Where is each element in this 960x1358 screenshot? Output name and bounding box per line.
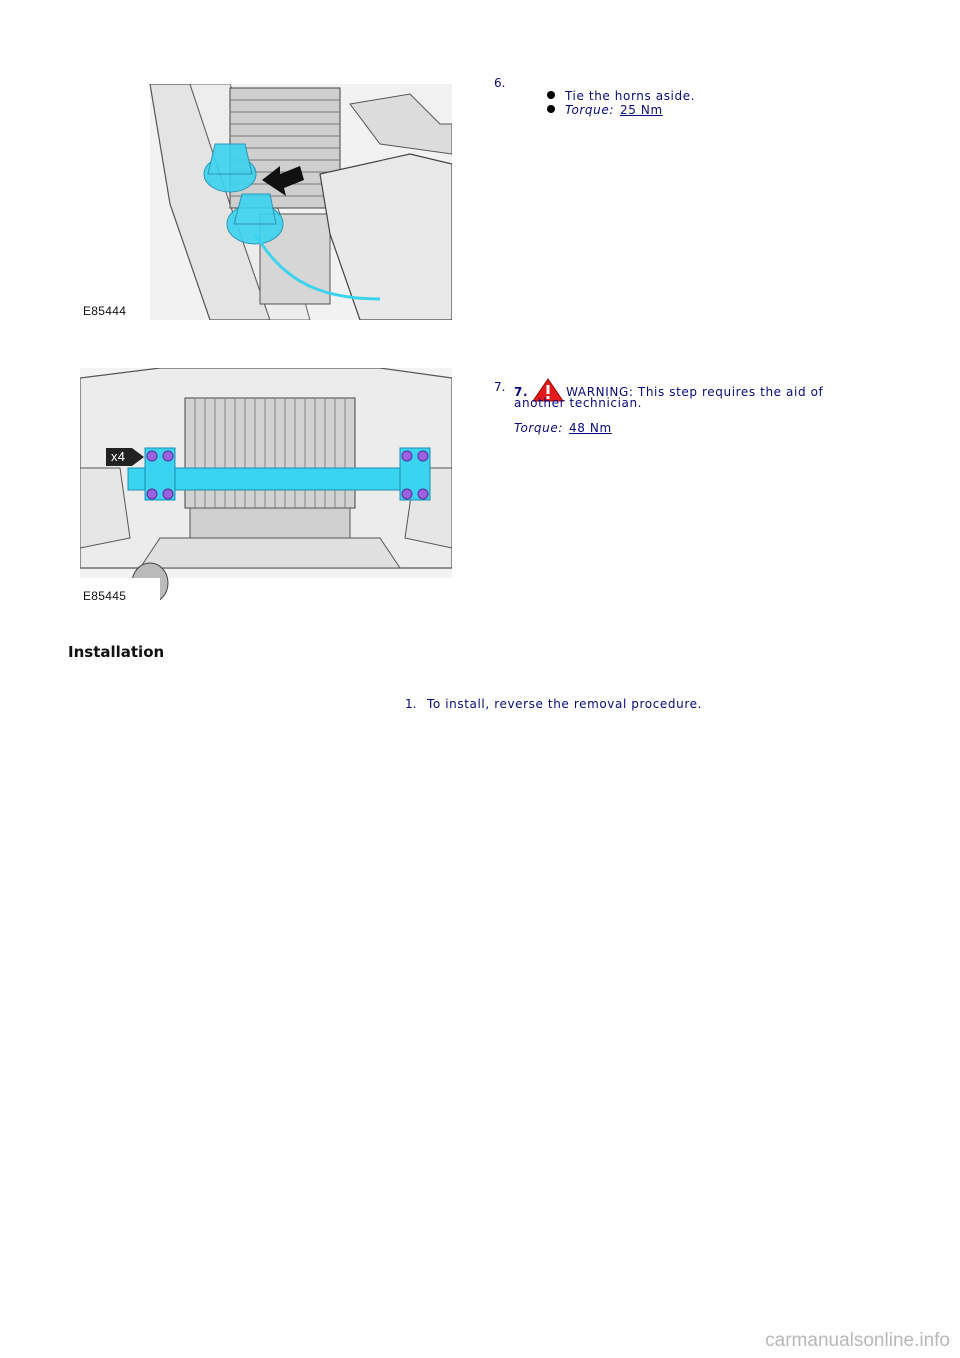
- callout-count: x4: [111, 449, 126, 464]
- section-heading: Installation: [68, 643, 165, 661]
- torque-spec: [547, 103, 663, 117]
- watermark: carmanualsonline.info: [765, 1330, 950, 1351]
- warning-line-2: another technician.: [514, 396, 643, 410]
- torque-label: Torque:: [514, 421, 563, 435]
- figure-e85444: [80, 84, 452, 320]
- beam-illustration: [80, 368, 452, 606]
- bullet-item: [547, 89, 695, 103]
- figure-id: E85445: [83, 589, 127, 603]
- torque-label: Torque:: [565, 103, 614, 117]
- bullet-icon: [547, 91, 555, 99]
- step-text: To install, reverse the removal procedure.: [427, 697, 703, 711]
- step-number: 1.: [405, 697, 417, 711]
- bullet-icon: [547, 105, 555, 113]
- bullet-text: Tie the horns aside.: [565, 89, 696, 103]
- step-bold-number: 7.: [514, 385, 529, 399]
- figure-e85445: [80, 368, 452, 606]
- step-number: 7.: [494, 380, 506, 394]
- horns-illustration: [80, 84, 452, 320]
- torque-value-link[interactable]: 25 Nm: [619, 103, 663, 117]
- figure-id: E85444: [83, 304, 127, 318]
- torque-value-link[interactable]: 48 Nm: [568, 421, 612, 435]
- step-number: 6.: [494, 76, 506, 90]
- torque-spec: [514, 421, 612, 435]
- warning-text-1: WARNING: This step requires the aid of: [566, 385, 824, 399]
